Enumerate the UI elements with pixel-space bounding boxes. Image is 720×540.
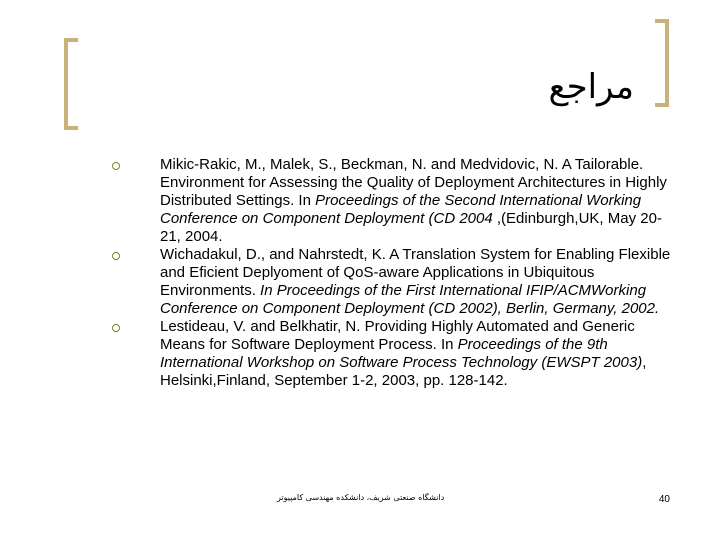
reference-text: Wichadakul, D., and Nahrstedt, K. A Translation System for Enabling Flexible and Eficient Deplyoment of QoS-aware Applications in Ubiquitous Environments. <box>160 246 671 299</box>
reference-item <box>112 246 677 318</box>
reference-item <box>112 156 677 246</box>
bullet-icon <box>112 324 120 332</box>
reference-italic: Proceedings of the Second International Working Conference on Component Deployment (CD 2004 <box>160 192 642 227</box>
reference-text: Lestideau, V. and Belkhatir, N. Providing Highly Automated and Generic Means for Software Deployment Process. In <box>160 318 635 353</box>
reference-item <box>112 318 677 390</box>
footer-text: دانشگاه صنعتی شریف، دانشکده مهندسی کامپیوتر <box>277 493 445 502</box>
page-number: 40 <box>658 494 670 505</box>
reference-italic: Proceedings of the 9th International Workshop on Software Process Technology (EWSPT 2003) <box>160 336 643 371</box>
reference-text: Mikic-Rakic, M., Malek, S., Beckman, N. and Medvidovic, N. A Tailorable. Environment for Assessing the Quality of Deployment Architectures in Highly Distributed Settings. In <box>160 156 667 209</box>
slide-title: مراجع <box>548 67 634 107</box>
right-bracket-decoration <box>655 19 669 107</box>
reference-tail: , Helsinki,Finland, September 1-2, 2003, pp. 128-142. <box>160 354 647 389</box>
bullet-icon <box>112 162 120 170</box>
reference-list <box>112 156 677 390</box>
bullet-icon <box>112 252 120 260</box>
reference-tail: ,(Edinburgh,UK, May 20-21, 2004. <box>160 210 662 245</box>
left-bracket-decoration <box>64 38 78 130</box>
reference-italic: In Proceedings of the First International IFIP/ACMWorking Conference on Component Deployment (CD 2002), Berlin, Germany, 2002. <box>160 282 660 317</box>
